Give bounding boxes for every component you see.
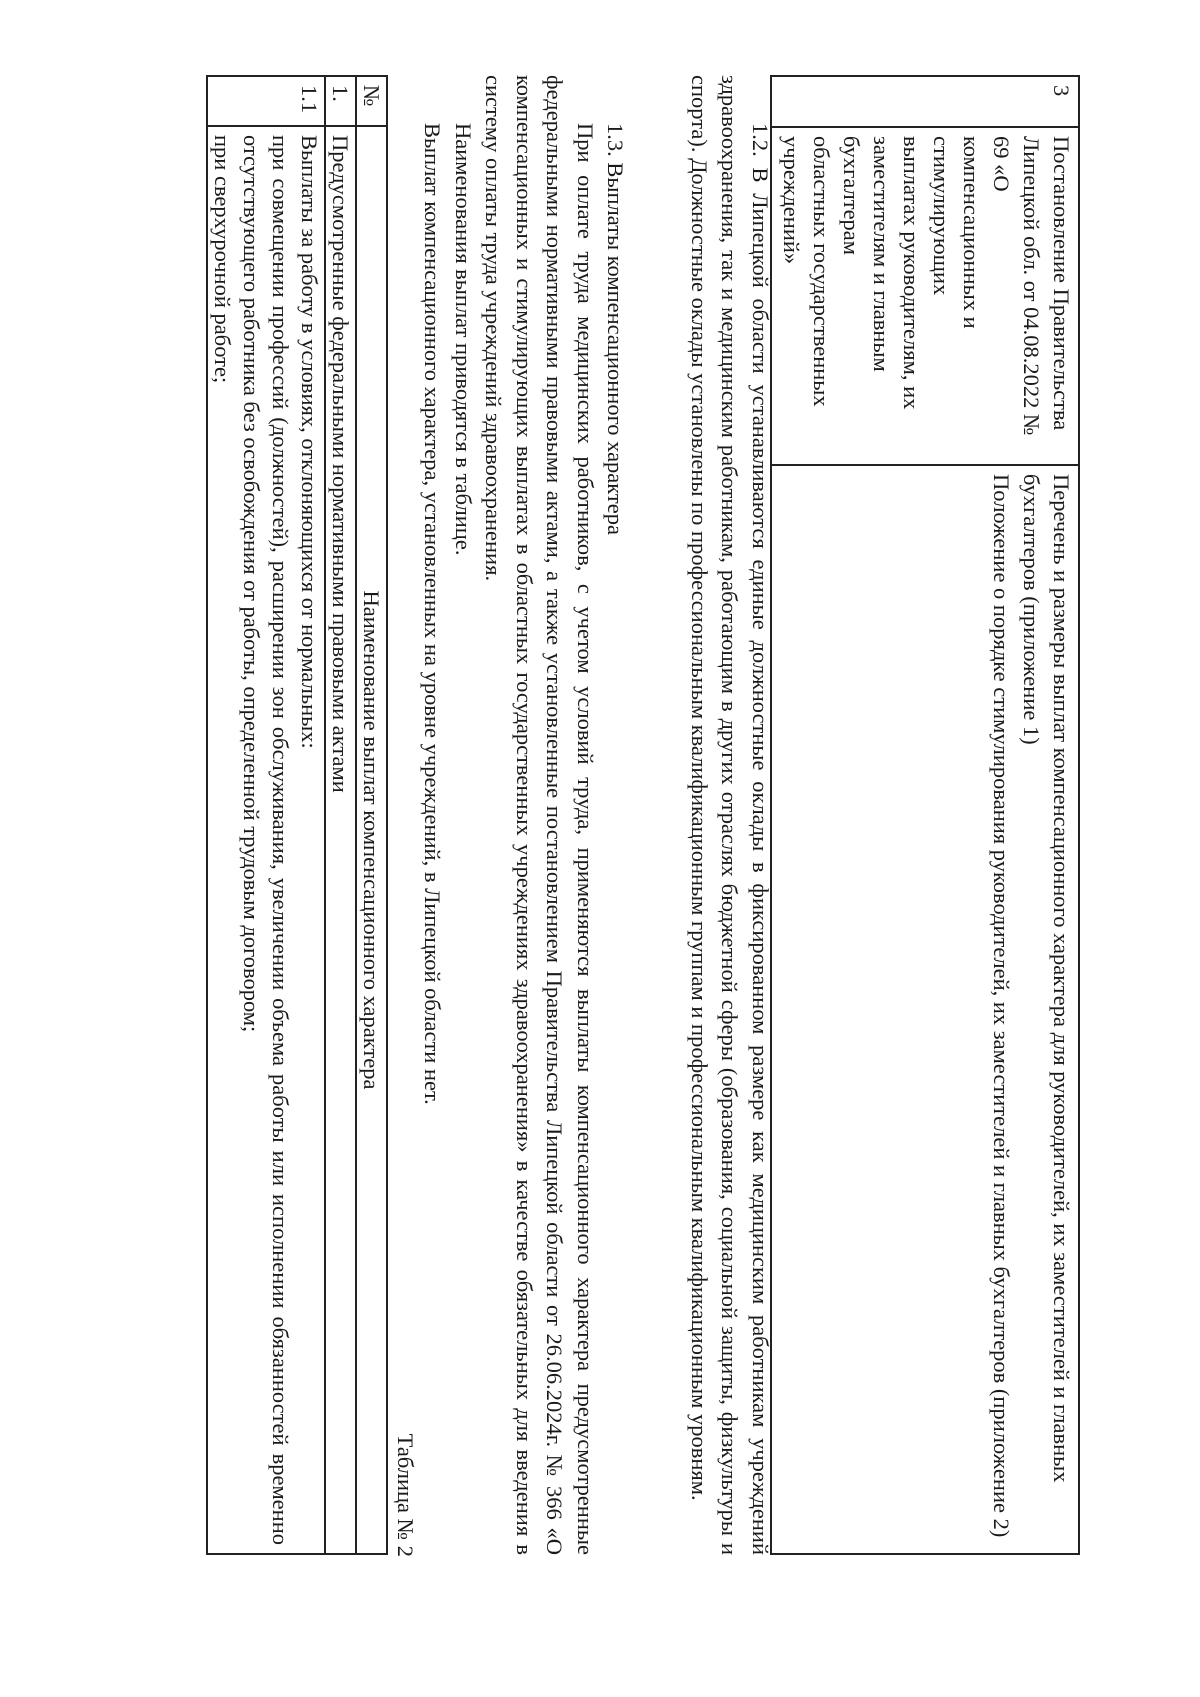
- regulations-table: [770, 75, 1080, 1555]
- table-caption: Таблица № 2: [393, 1433, 418, 1557]
- regulation-title-cell: [771, 127, 1079, 465]
- regulation-title-line: выплатах руководителям, их: [899, 136, 924, 410]
- regulation-content-item: Перечень и размеры выплат компенсационного характера для руководителей, их заместителей и главных бухгалтеров (приложение 1): [1019, 474, 1074, 1483]
- regulation-title-line: учреждений»: [779, 136, 804, 265]
- regional-payments-note: Выплат компенсационного характера, установленных на уровне учреждений, в Липецкой области нет.: [420, 123, 445, 1105]
- regulation-content-cell: [771, 465, 1079, 1554]
- regulation-content-item: Положение о порядке стимулирования руководителей, их заместителей и главных бухгалтеров (приложение 2): [989, 474, 1014, 1538]
- table-header-row: [356, 76, 387, 1554]
- table-row: [771, 76, 1079, 1554]
- regulation-title-line: компенсационных и стимулирующих: [929, 136, 984, 329]
- row-title: Выплаты за работу в условиях, отклоняющихся от нормальных:: [297, 135, 322, 749]
- row-number: 1.: [325, 76, 356, 126]
- regulation-title-line: областных государственных: [809, 136, 834, 407]
- column-header-name: Наименование выплат компенсационного характера: [356, 126, 387, 1554]
- regulation-title-line: заместителям и главным бухгалтерам: [839, 136, 894, 372]
- row-item: при совмещении профессий (должностей), расширении зон обслуживания, увеличении объема работы или исполнении обязанностей временно отсутствующего работника без освобождения от работы, определенной трудовым договором;: [239, 135, 293, 1545]
- section-1-2-paragraph: 1.2. В Липецкой области устанавливаются единые должностные оклады в фиксированном размере как медицинским работникам учреждений здравоохранения, так и медицинским работникам, работающим в других отраслях бюджетной сферы (образования, социальной защиты, физкультуры и спорта). Должностные оклады установлены по профессиональным квалификационным группам и профессиональным квалификационным уровням.: [687, 75, 773, 1555]
- document-page: [20, 55, 1100, 1585]
- regulation-title-line: Липецкой обл. от 04.08.2022 № 69 «О: [989, 136, 1044, 436]
- regulation-title-line: Постановление Правительства: [1049, 136, 1074, 431]
- payments-names-note: Наименования выплат приводятся в таблице.: [451, 123, 476, 556]
- row-item: при сверхурочной работе;: [210, 135, 235, 384]
- row-number: 1.1: [207, 76, 325, 126]
- section-1-3-heading: 1.3. Выплаты компенсационного характера: [603, 123, 628, 535]
- section-1-3-paragraph: При оплате труда медицинских работников, с учетом условий труда, применяются выплаты компенсационного характера предусмотренные федеральными нормативными правовыми актами, а также установленные постановлением Правительства Липецкой области от 26.06.2024г. № 366 «О компенсационных и стимулирующих выплатах в областных государственных учреждениях здравоохранения» в качестве обязательных для введения в систему оплаты труда учреждений здравоохранения.: [481, 75, 598, 1555]
- column-header-number: №: [356, 76, 387, 126]
- table-row: [325, 76, 356, 1554]
- compensation-payments-table: [206, 75, 388, 1555]
- row-content: [207, 126, 325, 1554]
- row-number: 3: [771, 76, 1079, 127]
- table-row: [207, 76, 325, 1554]
- row-title: Предусмотренные федеральными нормативными правовыми актами: [325, 126, 356, 1554]
